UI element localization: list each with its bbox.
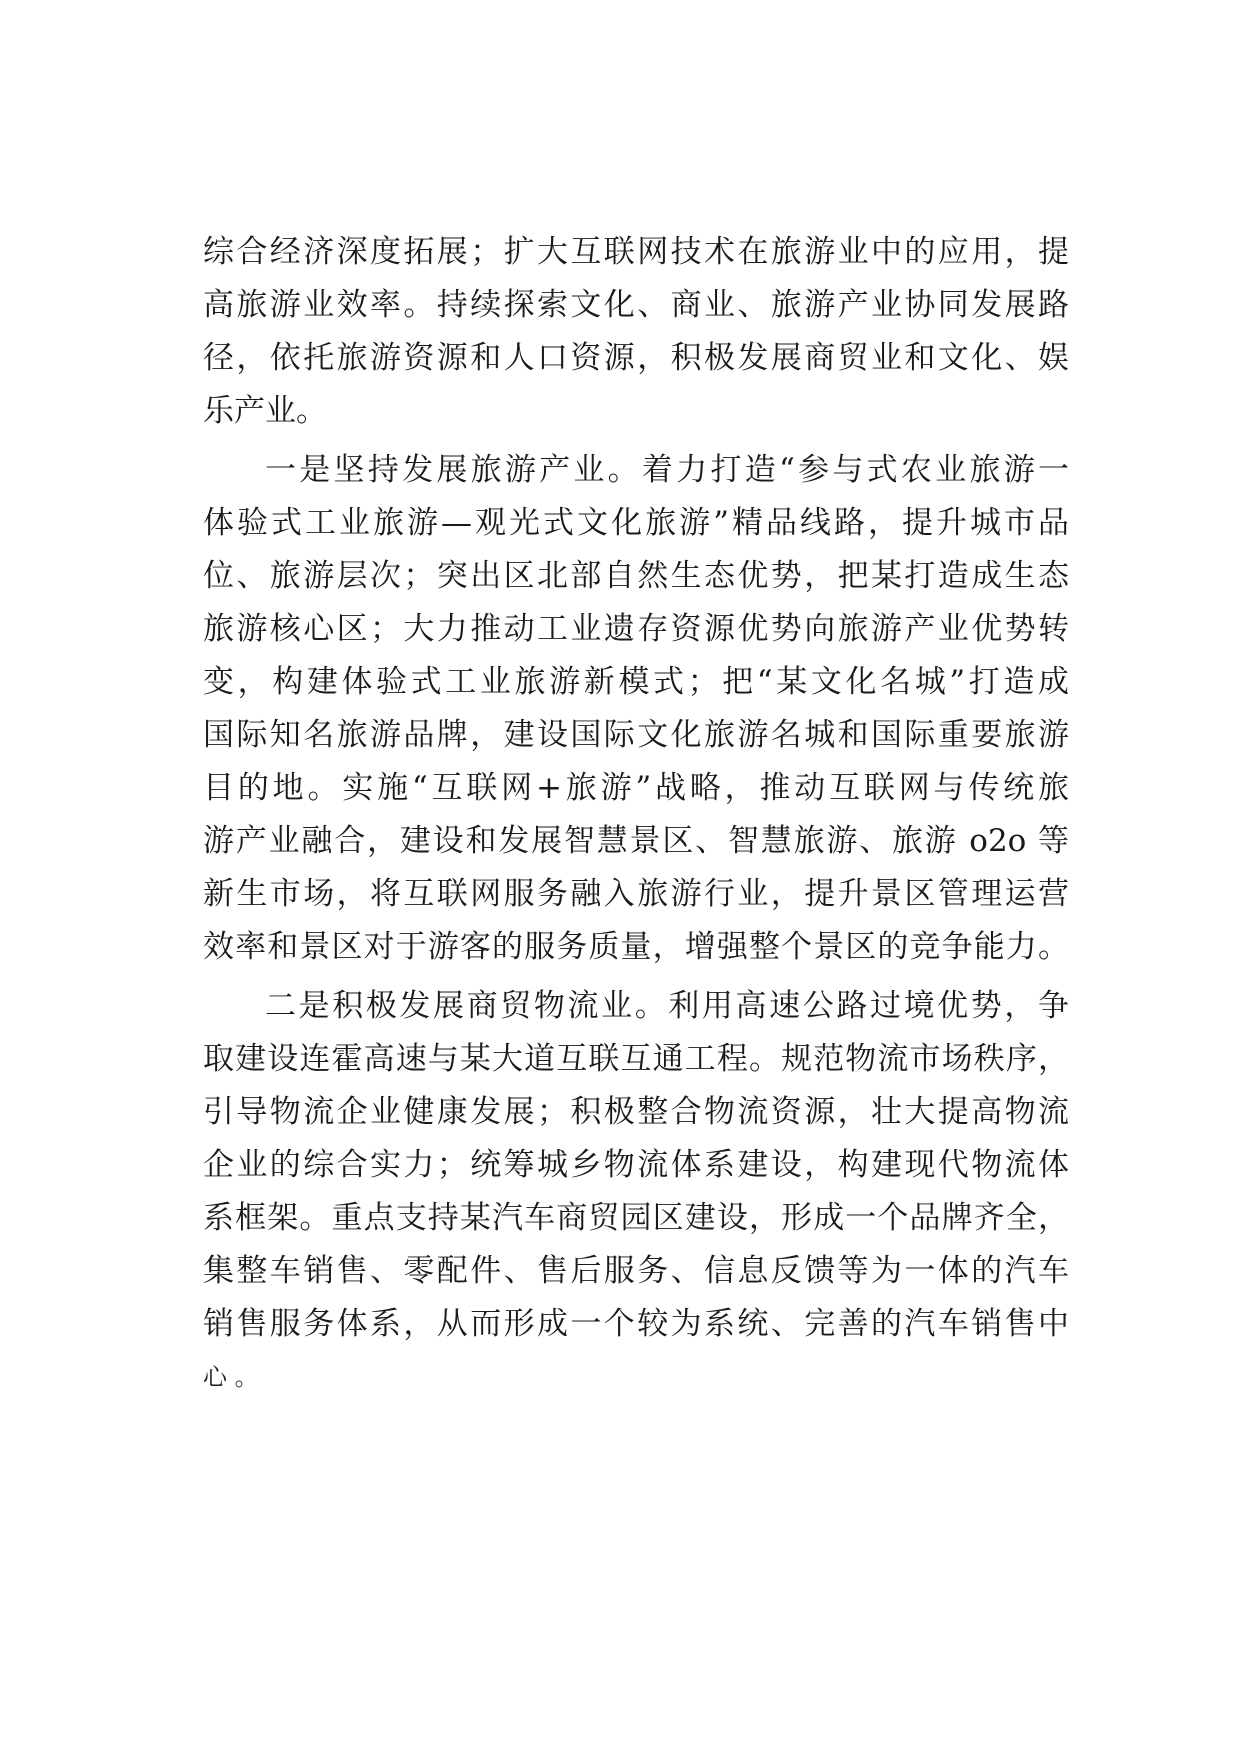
text-line: 新生市场，将互联网服务融入旅游行业，提升景区管理运营: [203, 876, 1069, 912]
text-line: 位、旅游层次；突出区北部自然生态优势，把某打造成生态: [203, 558, 1069, 594]
text-line: 系框架。重点支持某汽车商贸园区建设，形成一个品牌齐全，: [203, 1200, 1069, 1236]
text-line: 高旅游业效率。持续探索文化、商业、旅游产业协同发展路: [203, 287, 1069, 323]
text-line: 旅游核心区；大力推动工业遗存资源优势向旅游产业优势转: [203, 611, 1069, 647]
text-line: 二是积极发展商贸物流业。利用高速公路过境优势，争: [265, 988, 1069, 1024]
paragraph-logistics: [203, 980, 1069, 1404]
text-line: 国际知名旅游品牌，建设国际文化旅游名城和国际重要旅游: [203, 717, 1069, 753]
text-line: 心 。: [203, 1363, 259, 1391]
text-line: 企业的综合实力；统筹城乡物流体系建设，构建现代物流体: [203, 1147, 1069, 1183]
text-line: 乐产业。: [203, 393, 327, 429]
text-line: 销售服务体系，从而形成一个较为系统、完善的汽车销售中: [203, 1306, 1069, 1342]
text-line: 游产业融合，建设和发展智慧景区、智慧旅游、旅游 o2o 等: [203, 823, 1069, 859]
text-line: 径，依托旅游资源和人口资源，积极发展商贸业和文化、娱: [203, 340, 1069, 376]
paragraph-intro: [203, 226, 1069, 438]
paragraph-tourism: [203, 444, 1069, 974]
text-line: 效率和景区对于游客的服务质量，增强整个景区的竞争能力。: [203, 929, 1069, 965]
text-line: 体验式工业旅游—观光式文化旅游”精品线路，提升城市品: [203, 505, 1069, 541]
text-line: 集整车销售、零配件、售后服务、信息反馈等为一体的汽车: [203, 1253, 1069, 1289]
text-line: 一是坚持发展旅游产业。着力打造“参与式农业旅游一: [265, 452, 1069, 488]
text-line: 变，构建体验式工业旅游新模式；把“某文化名城”打造成: [203, 664, 1069, 700]
text-line: 取建设连霍高速与某大道互联互通工程。规范物流市场秩序，: [203, 1041, 1069, 1077]
text-line: 引导物流企业健康发展；积极整合物流资源，壮大提高物流: [203, 1094, 1069, 1130]
text-line: 目的地。实施“互联网+旅游”战略，推动互联网与传统旅: [203, 770, 1069, 806]
body-text: [203, 226, 1069, 1404]
text-line: 综合经济深度拓展；扩大互联网技术在旅游业中的应用，提: [203, 234, 1069, 270]
